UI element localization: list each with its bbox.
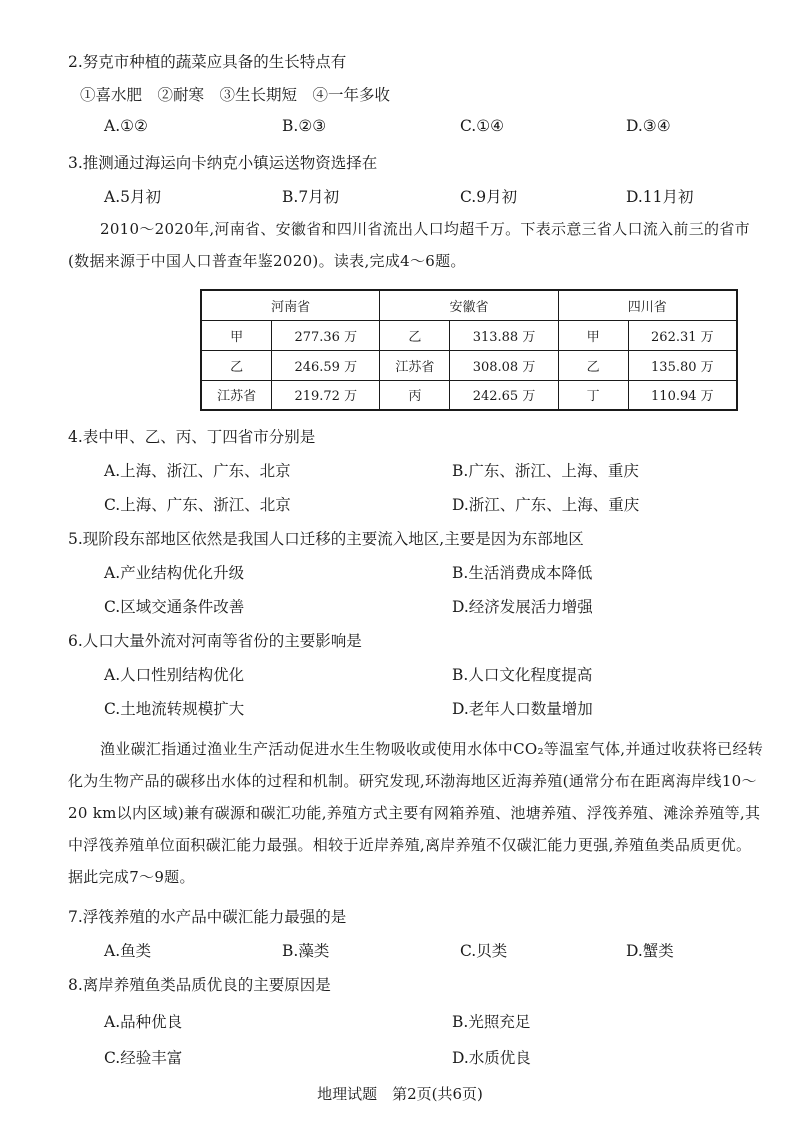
q2-options [104,117,744,135]
q5-stem: 5.现阶段东部地区依然是我国人口迁移的主要流入地区,主要是因为东部地区 [68,530,584,548]
q8-option-b[interactable]: B.光照充足 [452,1013,531,1031]
table-cell: 甲 [558,320,628,350]
table-header-row [201,290,737,320]
q6-option-a[interactable]: A.人口性别结构优化 [104,666,245,684]
passage-carbon-sink: 渔业碳汇指通过渔业生产活动促进水生生物吸收或使用水体中CO₂等温室气体,并通过收获将已经转化为生物产品的碳移出水体的过程和机制。研究发现,环渤海地区近海养殖(通常分布在距离海岸线10～20 km以内区域)兼有碳源和碳汇功能,养殖方式主要有网箱养殖、池塘养殖、浮筏养殖、滩涂养殖等,其中浮筏养殖单位面积碳汇能力最强。相较于近岸养殖,离岸养殖不仅碳汇能力更强,养殖鱼类品质更优。据此完成7～9题。 [68,740,764,886]
q5-options-row1 [104,561,744,583]
q4-stem: 4.表中甲、乙、丙、丁四省市分别是 [68,428,316,446]
table-cell: 242.65 万 [450,380,558,410]
table-cell: 110.94 万 [628,380,737,410]
q4-option-d[interactable]: D.浙江、广东、上海、重庆 [452,496,640,514]
q7-option-d[interactable]: D.蟹类 [626,942,674,960]
q5-option-c[interactable]: C.区域交通条件改善 [104,598,245,616]
q8-stem: 8.离岸养殖鱼类品质优良的主要原因是 [68,976,331,994]
table-cell: 甲 [201,320,272,350]
table-cell: 江苏省 [201,380,272,410]
q6-option-d[interactable]: D.老年人口数量增加 [452,700,593,718]
q3-option-c[interactable]: C.9月初 [460,188,518,206]
q5-option-b[interactable]: B.生活消费成本降低 [452,564,593,582]
table-header-henan: 河南省 [201,290,380,320]
table-cell: 丙 [380,380,450,410]
q6-options-row1 [104,663,744,685]
q7-option-b[interactable]: B.藻类 [282,942,330,960]
table-cell: 丁 [558,380,628,410]
q7-option-c[interactable]: C.贝类 [460,942,508,960]
q7-stem: 7.浮筏养殖的水产品中碳汇能力最强的是 [68,908,347,926]
table-cell: 313.88 万 [450,320,558,350]
q5-option-d[interactable]: D.经济发展活力增强 [452,598,593,616]
q8-option-d[interactable]: D.水质优良 [452,1049,531,1067]
table-cell: 277.36 万 [272,320,380,350]
q3-option-b[interactable]: B.7月初 [282,188,340,206]
q3-options [104,185,744,207]
passage-population: 2010～2020年,河南省、安徽省和四川省流出人口均超千万。下表示意三省人口流入前三的省市(数据来源于中国人口普查年鉴2020)。读表,完成4～6题。 [68,220,750,270]
q6-stem: 6.人口大量外流对河南等省份的主要影响是 [68,632,362,650]
page-footer: 地理试题 第2页(共6页) [317,1085,483,1103]
q8-options-row1 [104,1010,744,1032]
q2-option-d[interactable]: D.③④ [626,117,671,135]
table-row [201,320,737,350]
table-cell: 135.80 万 [628,350,737,380]
q4-option-c[interactable]: C.上海、广东、浙江、北京 [104,496,291,514]
q4-options-row1 [104,459,744,481]
q2-option-b[interactable]: B.②③ [282,117,327,135]
q2-option-c[interactable]: C.①④ [460,117,505,135]
q4-options-row2 [104,493,744,515]
q7-options [104,939,744,961]
table-cell: 江苏省 [380,350,450,380]
q4-option-b[interactable]: B.广东、浙江、上海、重庆 [452,462,639,480]
q5-options-row2 [104,595,744,617]
q8-option-a[interactable]: A.品种优良 [104,1013,183,1031]
table-cell: 262.31 万 [628,320,737,350]
q2-items: ①喜水肥 ②耐寒 ③生长期短 ④一年多收 [80,86,391,104]
q8-option-c[interactable]: C.经验丰富 [104,1049,183,1067]
q5-option-a[interactable]: A.产业结构优化升级 [104,564,245,582]
q6-options-row2 [104,697,744,719]
q6-option-b[interactable]: B.人口文化程度提高 [452,666,593,684]
q3-option-a[interactable]: A.5月初 [104,188,161,206]
q8-options-row2 [104,1046,744,1068]
table-cell: 246.59 万 [272,350,380,380]
q6-option-c[interactable]: C.土地流转规模扩大 [104,700,245,718]
table-cell: 乙 [201,350,272,380]
table-header-anhui: 安徽省 [380,290,558,320]
table-row [201,380,737,410]
table-cell: 219.72 万 [272,380,380,410]
table-cell: 308.08 万 [450,350,558,380]
q2-stem: 2.努克市种植的蔬菜应具备的生长特点有 [68,53,347,71]
q3-stem: 3.推测通过海运向卡纳克小镇运送物资选择在 [68,154,378,172]
q2-option-a[interactable]: A.①② [104,117,148,135]
q4-option-a[interactable]: A.上海、浙江、广东、北京 [104,462,291,480]
population-inflow-table [200,289,738,411]
table-row [201,350,737,380]
table-cell: 乙 [558,350,628,380]
q7-option-a[interactable]: A.鱼类 [104,942,152,960]
table-cell: 乙 [380,320,450,350]
table-header-sichuan: 四川省 [558,290,737,320]
q3-option-d[interactable]: D.11月初 [626,188,694,206]
